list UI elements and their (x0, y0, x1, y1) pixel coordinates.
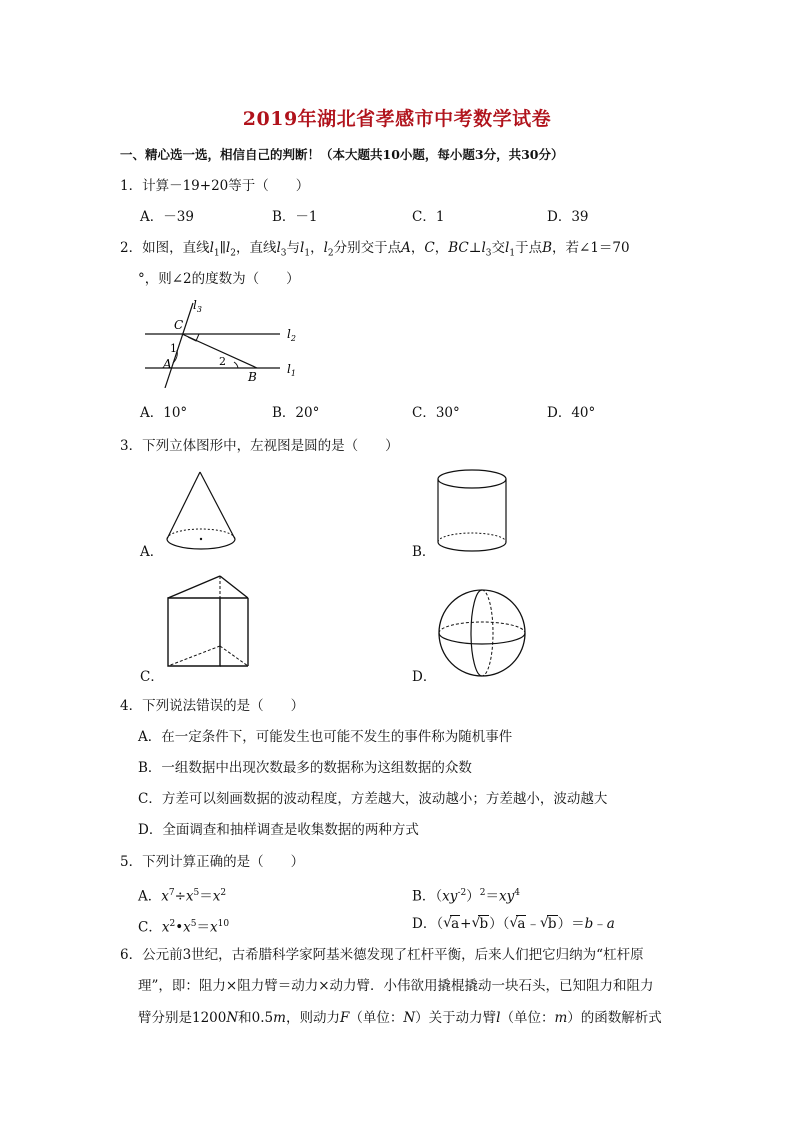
q4-option-d: D．全面调查和抽样调查是收集数据的两种方式 (138, 822, 419, 838)
q1-option-c: C．1 (412, 209, 445, 225)
q4-option-c: C．方差可以刻画数据的波动程度，方差越大，波动越小；方差越小，波动越大 (138, 791, 608, 807)
question-2-stem-line2: °，则∠2的度数为（ ） (138, 271, 300, 287)
question-6-line1: 6．公元前3世纪，古希腊科学家阿基米德发现了杠杆平衡，后来人们把它归纳为“杠杆原 (120, 947, 644, 963)
q2-option-d: D．40° (547, 405, 596, 421)
cone-figure (160, 468, 240, 553)
q2-option-b: B．20° (272, 405, 320, 421)
q4-option-b: B．一组数据中出现次数最多的数据称为这组数据的众数 (138, 760, 472, 776)
question-3-stem: 3．下列立体图形中，左视图是圆的是（ ） (120, 438, 399, 454)
q1-option-b: B．－1 (272, 209, 318, 225)
label-b: B (248, 370, 257, 384)
sphere-figure (434, 585, 530, 681)
question-6-line2: 理”，即：阻力×阻力臂＝动力×动力臂．小伟欲用撬棍撬动一块石头，已知阻力和阻力 (138, 978, 654, 994)
question-2-stem-line1: 2．如图，直线$l_1\parallel l_2$，直线$l_3$与$l_1$，$l_2$分别交于点A，C，$BC\perp l_3$交$l_1$于点B，若∠1＝70 (120, 240, 630, 259)
q3-option-a: A． (140, 544, 164, 560)
question-6-line3: 臂分别是1200N和0.5m，则动力F（单位：N）关于动力臂l（单位：m）的函数解析式 (138, 1010, 662, 1026)
q1-option-a: A．－39 (140, 209, 194, 225)
label-angle-2: 2 (219, 355, 226, 368)
cylinder-figure (432, 466, 512, 558)
page-title: 2019年湖北省孝感市中考数学试卷 (242, 108, 552, 130)
q3-option-d: D． (412, 669, 437, 685)
q5-option-c: C．$x^2•x^5=x^{10}$ (138, 919, 230, 936)
section-heading: 一、精心选一选，相信自己的判断！（本大题共10小题，每小题3分，共30分） (120, 147, 564, 162)
label-l3: $l_3$ (193, 298, 202, 314)
question-5-stem: 5．下列计算正确的是（ ） (120, 854, 305, 870)
q2-option-c: C．30° (412, 405, 460, 421)
label-a: A (163, 357, 172, 371)
q5-option-a: A．$x^7\div x^5=x^2$ (138, 888, 227, 905)
q2-option-a: A．10° (140, 405, 188, 421)
q1-option-d: D．39 (547, 209, 589, 225)
label-c: C (174, 318, 184, 332)
q5-option-d: D．（ √ a+ √ b）（ √ a﹣ √ b）＝b﹣a (412, 915, 615, 932)
angle-2-arc (234, 362, 238, 368)
triangular-prism-figure (162, 572, 257, 672)
q5-option-b: B．$(xy^{-2})^2=xy^4$ (412, 888, 520, 905)
q3-option-c: C． (140, 669, 164, 685)
label-angle-1: 1 (170, 342, 177, 355)
q2-parallel-lines-figure (135, 293, 310, 388)
right-angle-mark (188, 334, 199, 341)
question-4-stem: 4．下列说法错误的是（ ） (120, 698, 305, 714)
q4-option-a: A．在一定条件下，可能发生也可能不发生的事件称为随机事件 (138, 729, 513, 745)
question-1-stem: 1．计算－19+20等于（ ） (120, 178, 310, 194)
label-l2: $l_2$ (287, 327, 296, 343)
q3-option-b: B． (412, 544, 436, 560)
label-l1: $l_1$ (287, 362, 296, 378)
